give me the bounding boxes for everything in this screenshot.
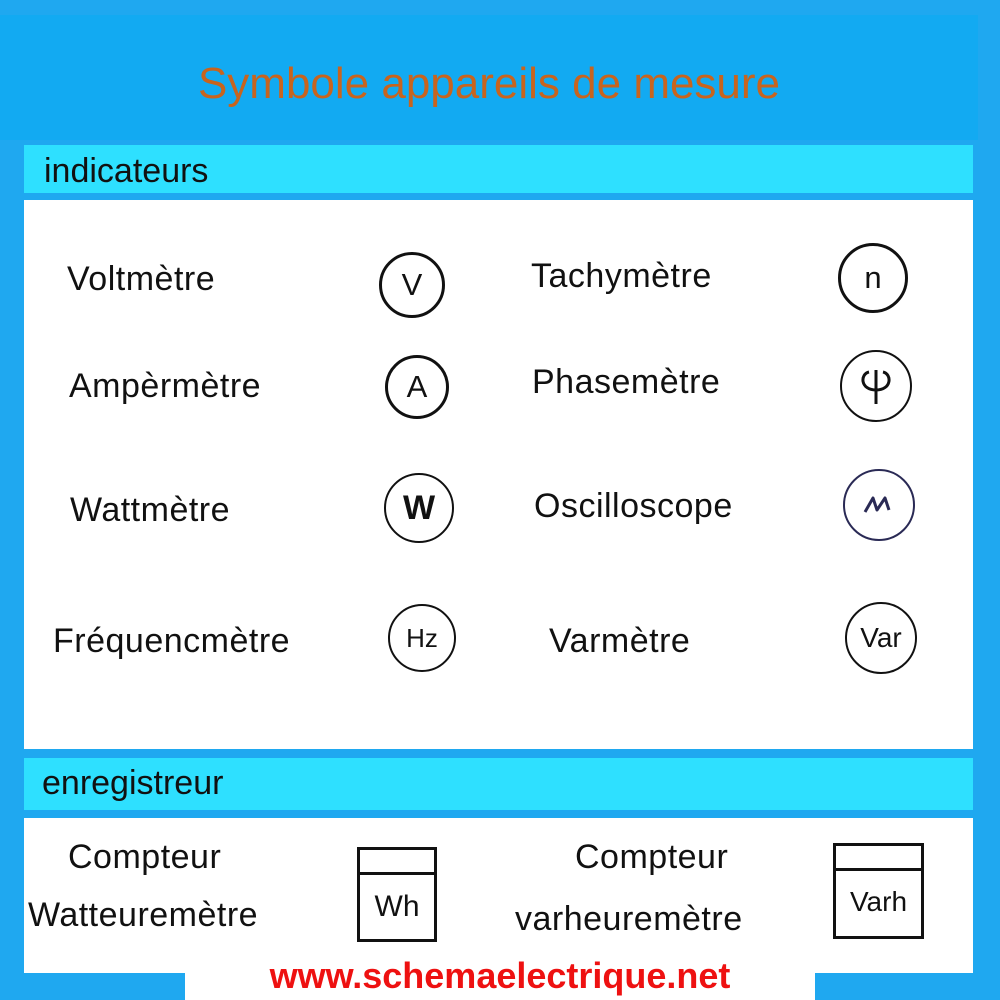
label-varmetre: Varmètre — [549, 622, 691, 660]
waveform-icon — [843, 469, 915, 541]
label-ampermetre: Ampèrmètre — [69, 367, 262, 405]
label-frequencmetre: Fréquencmètre — [53, 622, 291, 660]
phi-icon — [840, 350, 912, 422]
label-phasemetre: Phasemètre — [532, 363, 721, 401]
label-wattmetre: Wattmètre — [70, 491, 231, 529]
label-oscilloscope: Oscilloscope — [534, 487, 733, 525]
varmeter-symbol-icon: Var — [845, 602, 917, 674]
label-compteur-wh-line1: Compteur — [68, 838, 222, 876]
label-voltmetre: Voltmètre — [67, 260, 216, 298]
page-title: Symbole appareils de mesure — [197, 59, 781, 108]
label-compteur-varh-line2: varheuremètre — [515, 900, 743, 938]
label-compteur-varh-line1: Compteur — [575, 838, 729, 876]
frequency-meter-symbol-icon: Hz — [388, 604, 456, 672]
voltmeter-symbol-icon: V — [379, 252, 445, 318]
label-compteur-wh-line2: Watteuremètre — [28, 896, 259, 934]
website-url: www.schemaelectrique.net — [269, 955, 731, 996]
wattmeter-symbol-icon: W — [384, 473, 454, 543]
tachymeter-symbol-icon: n — [838, 243, 908, 313]
section-title-enregistreur: enregistreur — [42, 764, 224, 802]
watt-hour-meter-symbol-icon: Wh — [357, 847, 437, 942]
label-tachymetre: Tachymètre — [531, 257, 712, 295]
ammeter-symbol-icon: A — [385, 355, 449, 419]
var-hour-meter-symbol-icon: Varh — [833, 843, 924, 939]
title-bar — [0, 15, 978, 140]
section-title-indicateurs: indicateurs — [44, 152, 209, 190]
